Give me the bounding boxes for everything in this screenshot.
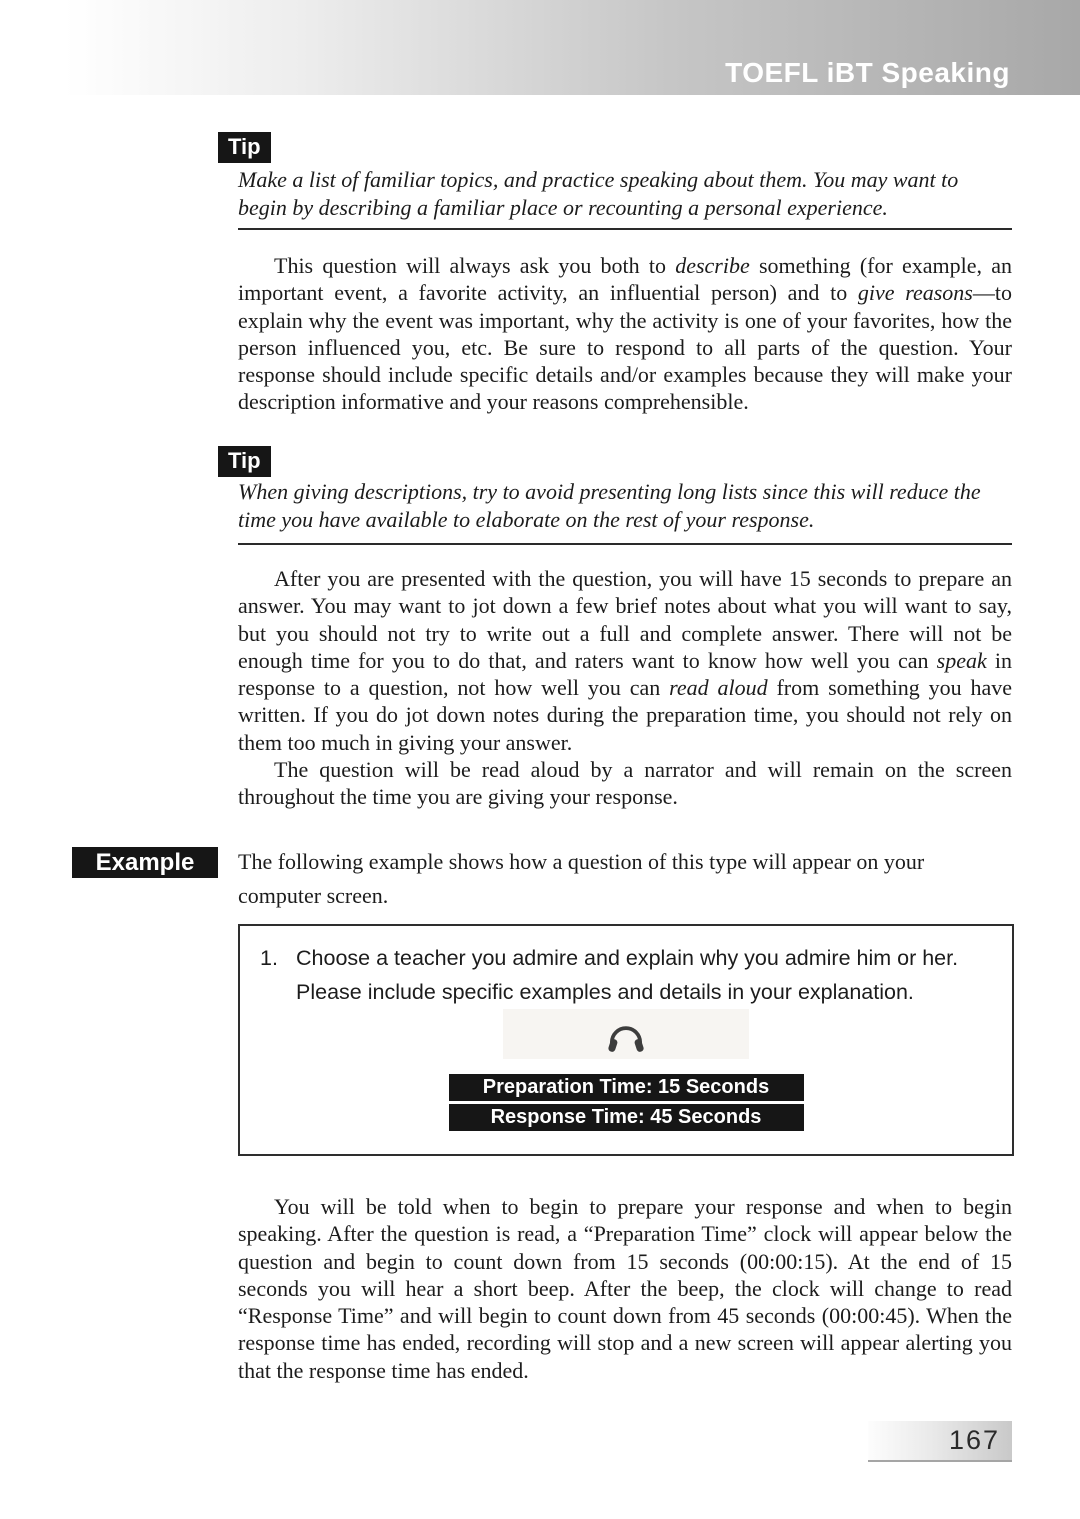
divider (238, 228, 1012, 230)
tip-label: Tip (218, 132, 271, 163)
divider (238, 543, 1012, 545)
chapter-header-title: TOEFL iBT Speaking (725, 57, 1010, 88)
question-number: 1. (260, 946, 278, 970)
body-paragraph: You will be told when to begin to prepare your response and when to begin speaking. After the question is read, a “Preparation Time” clock will appear below the question and begin to count down from 15 seconds (00:00:15). At the end of 15 seconds you will hear a short beep. After the beep, the clock will change to read “Response Time” and will begin to count down from 45 seconds (00:00:45). When the response time has ended, recording will stop and a new screen will appear alerting you that the response time has ended. (238, 1194, 1012, 1383)
response-time-bar: Response Time: 45 Seconds (449, 1104, 804, 1131)
tip-text: Make a list of familiar topics, and practice speaking about them. You may want to begin by describing a familiar place or recounting a personal experience. (238, 167, 959, 220)
timer-bars (449, 1074, 804, 1131)
headphones-icon (606, 1012, 646, 1056)
example-label: Example (72, 847, 218, 878)
body-paragraph: After you are presented with the question, you will have 15 seconds to prepare an answer. You may want to jot down a few brief notes about what you will want to say, but you should not try to write out a full and complete answer. There will not be enough time for you to do that, and raters want to know how well you can speak in response to a question, not how well you can read aloud from something you have written. If you do jot down notes during the preparation time, you should not rely on them too much in giving your answer. (238, 566, 1013, 755)
body-paragraph-group (238, 565, 1012, 811)
question-text: Choose a teacher you admire and explain why you admire him or her. Please include specific examples and details in your explanation. (296, 946, 959, 1004)
tip-text: When giving descriptions, try to avoid presenting long lists since this will reduce the time you have available to elaborate on the rest of your response. (238, 479, 981, 532)
page-number-box (868, 1421, 1012, 1462)
page-header (0, 0, 1080, 95)
body-paragraph: This question will always ask you both to describe something (for example, an important event, a favorite activity, an influential person) and to give reasons—to explain why the event was important, why the activity is one of your favorites, how the person influenced you, etc. Be sure to respond to all parts of the question. Your response should include specific details and/or examples because they will make your description informative and your reasons comprehensible. (238, 253, 1012, 415)
example-intro: The following example shows how a question of this type will appear on your computer screen. (238, 849, 925, 908)
question-row (260, 941, 982, 1009)
tip-label: Tip (218, 446, 271, 477)
page-number: 167 (948, 1425, 1000, 1455)
preparation-time-bar: Preparation Time: 15 Seconds (449, 1074, 804, 1101)
body-paragraph: The question will be read aloud by a narrator and will remain on the screen throughout the time you are giving your response. (238, 757, 1012, 810)
example-question-box (238, 924, 1014, 1156)
audio-icon-band (503, 1009, 749, 1059)
